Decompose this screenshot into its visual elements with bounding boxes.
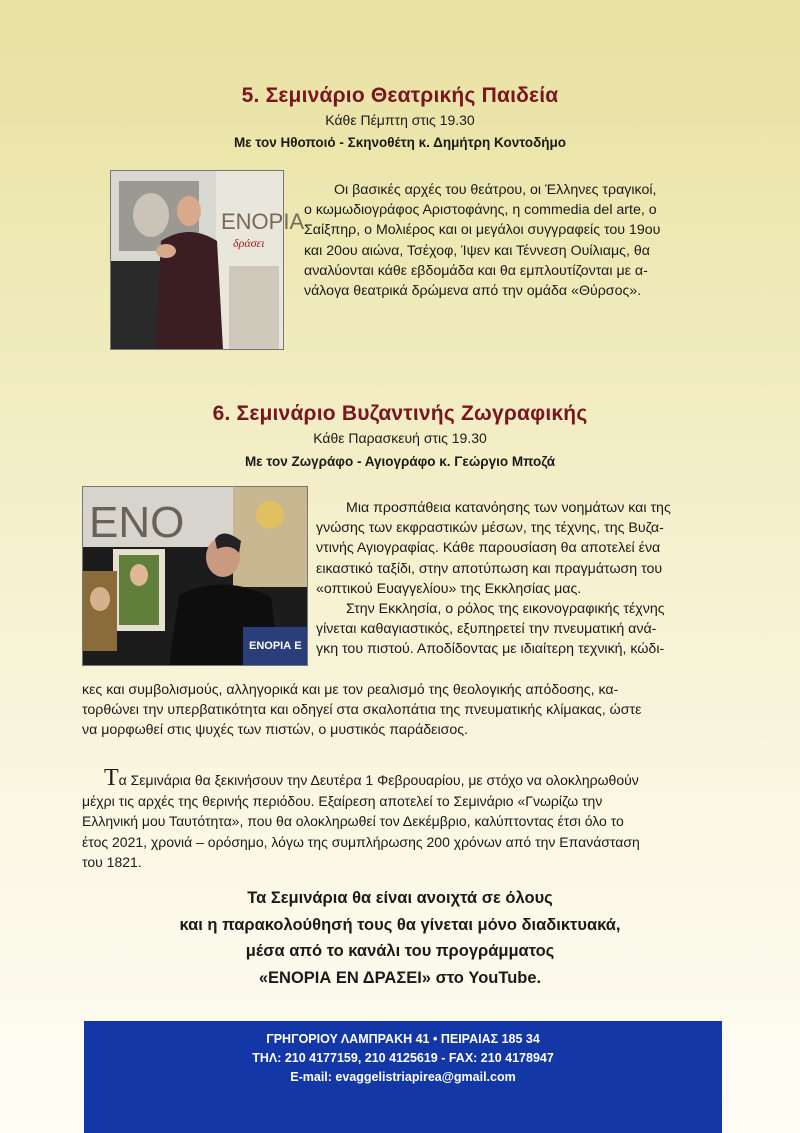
s5-line-5: αναλύονται κάθε εβδομάδα και θα εμπλουτίζονται με α- bbox=[304, 262, 648, 279]
notice-line-2: μέχρι τις αρχές της θερινής περιόδου. Εξαίρεση αποτελεί το Σεμινάριο «Γνωρίζω την bbox=[82, 792, 603, 809]
s6-line-2: γνώσης των εκφραστικών μέσων, της τέχνης, της Βυζα- bbox=[316, 520, 664, 537]
closing-line-3: μέσα από το κανάλι του προγράμματος bbox=[245, 942, 555, 960]
s6-line-7: γίνεται καθαγιαστικός, εξυπηρετεί την πνευματική ανά- bbox=[316, 621, 657, 638]
section-5-schedule: Κάθε Πέμπτη στις 19.30 bbox=[325, 112, 475, 128]
s5-line-4: και 20ου αιώνα, Τσέχοφ, Ίψεν και Τέννεση Ουίλιαμς, θα bbox=[304, 242, 650, 259]
s6-full-line-3: να μορφωθεί στις ψυχές των πιστών, ο μυστικός παράδεισος. bbox=[82, 722, 469, 739]
section-6-schedule: Κάθε Παρασκευή στις 19.30 bbox=[313, 430, 487, 446]
s6-line-3: ντινής Αγιογραφίας. Κάθε παρουσίαση θα αποτελεί ένα bbox=[316, 540, 661, 557]
notice-line-3: Ελληνική μου Ταυτότητα», που θα ολοκληρωθεί τον Δεκέμβριο, καλύπτοντας έτσι όλο το bbox=[82, 813, 624, 830]
closing-line-4: «ΕΝΟΡΙΑ ΕΝ ΔΡΑΣΕΙ» στο YouTube. bbox=[258, 968, 542, 987]
section-5-text bbox=[304, 180, 720, 301]
notice-line-1: α Σεμινάρια θα ξεκινήσουν την Δευτέρα 1 Φεβρουαρίου, με στόχο να ολοκληρωθούν bbox=[118, 772, 639, 788]
notice-line-4: έτος 2021, χρονιά – ορόσημο, λόγω της συμπλήρωσης 200 χρόνων από την Επανάσταση bbox=[82, 833, 640, 850]
closing-line-2: και η παρακολούθησή τους θα γίνεται μόνο διαδικτυακά, bbox=[179, 915, 621, 934]
s5-line-3: Σαίξπηρ, ο Μολιέρος και οι μεγάλοι συγγραφείς του 19ου bbox=[304, 222, 661, 239]
section-6-text-full bbox=[82, 680, 720, 741]
s5-line-1: Οι βασικές αρχές του θεάτρου, οι Έλληνες τραγικοί, bbox=[334, 182, 657, 198]
actor-photo-illustration bbox=[111, 171, 305, 349]
s6-line-6: Στην Εκκλησία, ο ρόλος της εικονογραφικής τέχνης bbox=[346, 601, 665, 618]
s6-line-8: γκη του πιστού. Αποδίδοντας με ιδιαίτερη τεχνική, κώδι- bbox=[316, 641, 665, 658]
section-5-instructor: Με τον Ηθοποιό - Σκηνοθέτη κ. Δημήτρη Κοντοδήμο bbox=[233, 135, 567, 150]
painter-photo-illustration bbox=[83, 487, 307, 665]
s6-line-4: εικαστικό ταξίδι, στην αποτύπωση και πραγμάτωση του bbox=[316, 560, 663, 577]
s6-line-1: Μια προσπάθεια κατανόησης των νοημάτων και της bbox=[346, 500, 671, 516]
s6-line-5: «οπτικού Ευαγγελίου» της Εκκλησίας μας. bbox=[316, 580, 582, 597]
footer-contact-box bbox=[84, 1021, 722, 1133]
photo-sign-text-2: ΕΝΟΡΙΑ Ε bbox=[249, 640, 302, 652]
section-6-text bbox=[316, 498, 720, 660]
notice-line-5: του 1821. bbox=[82, 854, 142, 871]
s6-full-line-2: τορθώνει την υπερβατικότητα και οδηγεί στα σκαλοπάτια της πνευματικής κλίμακας, ώστε bbox=[82, 702, 642, 719]
closing-block bbox=[0, 885, 800, 991]
s5-line-2: ο κωμωδιογράφος Αριστοφάνης, η commedia del arte, ο bbox=[304, 202, 657, 219]
section-5-title: 5. Σεμινάριο Θεατρικής Παιδεία bbox=[241, 84, 559, 107]
section-5-photo bbox=[110, 170, 305, 350]
section-6-instructor: Με τον Ζωγράφο - Αγιογράφο κ. Γεώργιο Μποζά bbox=[244, 454, 556, 469]
notice-dropcap: Τ bbox=[104, 765, 119, 791]
closing-line-1: Τα Σεμινάρια θα είναι ανοιχτά σε όλους bbox=[247, 889, 553, 907]
photo-sign-text: ΕΝΟΡΙΑ bbox=[221, 209, 305, 234]
footer-email: E-mail: evaggelistriapirea@gmail.com bbox=[290, 1070, 516, 1084]
section-6-photo bbox=[82, 486, 308, 666]
s6-full-line-1: κες και συμβολισμούς, αλληγορικά και με τον ρεαλισμό της θεολογικής απόδοσης, κα- bbox=[82, 682, 619, 698]
s5-line-6: νάλογα θεατρικά δρώμενα από την ομάδα «Θύρσος». bbox=[304, 283, 642, 300]
footer-address: ΓΡΗΓΟΡΙΟΥ ΛΑΜΠΡΑΚΗ 41 • ΠΕΙΡΑΙΑΣ 185 34 bbox=[266, 1032, 540, 1046]
footer-phones: ΤΗΛ: 210 4177159, 210 4125619 - FAX: 210 4178947 bbox=[252, 1051, 554, 1065]
photo-sign-text-2: δράσει bbox=[233, 236, 265, 250]
section-6-title: 6. Σεμινάριο Βυζαντινής Ζωγραφικής bbox=[212, 402, 588, 425]
notice-paragraph bbox=[82, 765, 720, 873]
photo-sign-text: ΕΝΟ bbox=[89, 498, 185, 547]
